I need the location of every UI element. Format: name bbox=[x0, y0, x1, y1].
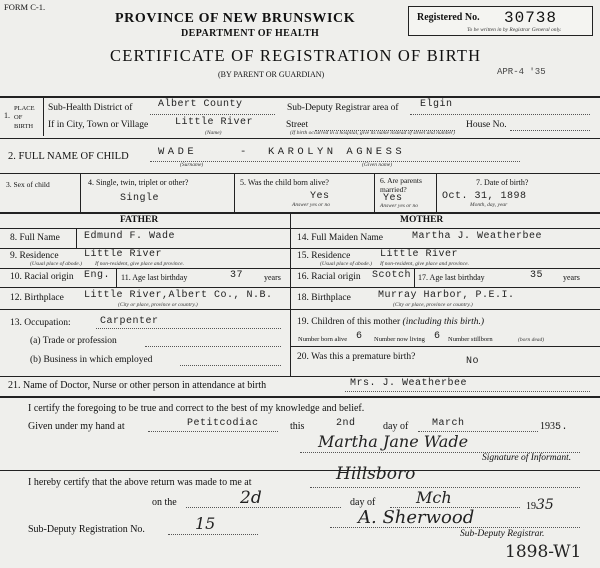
father-occupation-value: Carpenter bbox=[100, 316, 159, 327]
given-under-label: Given under my hand at bbox=[28, 421, 125, 432]
frame-top-rule bbox=[0, 96, 600, 98]
father-age-label: 11. Age last birthday bbox=[121, 273, 188, 282]
given-month-value: March bbox=[432, 418, 465, 429]
father-trade-label: (a) Trade or profession bbox=[30, 336, 117, 346]
informant-signature-label: Signature of Informant. bbox=[482, 453, 572, 463]
subdeputy-area-value: Elgin bbox=[420, 99, 453, 110]
on-the-label: on the bbox=[152, 497, 177, 508]
sex-label: 3. Sex of child bbox=[6, 180, 50, 189]
given-name-note: (Given name) bbox=[362, 162, 393, 168]
registrar-place-value: Hillsboro bbox=[336, 464, 416, 484]
father-racial-value: Eng. bbox=[84, 270, 111, 281]
stillborn-note: (born dead) bbox=[518, 337, 545, 343]
hospital-note: (If birth occurred in a hospital, give its name instead of street and number) bbox=[290, 130, 455, 136]
reg-no-value: 15 bbox=[195, 514, 216, 533]
father-birthplace-value: Little River,Albert Co., N.B. bbox=[84, 290, 273, 301]
mother-birthplace-label: 18. Birthplace bbox=[297, 293, 351, 303]
father-residence-note2: If non-resident, give place and province. bbox=[95, 261, 184, 267]
registered-label: Registered No. bbox=[417, 12, 480, 23]
single-label: 4. Single, twin, triplet or other? bbox=[88, 178, 189, 187]
certify-text: I certify the foregoing to be true and correct to the best of my knowledge and belief. bbox=[28, 403, 365, 414]
mother-residence-note: (Usual place of abode.) bbox=[320, 261, 372, 267]
born-alive-label: Number born alive bbox=[298, 336, 348, 343]
reg-no-label: Sub-Deputy Registration No. bbox=[28, 524, 145, 535]
registrar-day-value: 2d bbox=[240, 488, 262, 508]
this-label: this bbox=[290, 421, 305, 432]
street-label: Street bbox=[286, 120, 309, 130]
registrar-signature: A. Sherwood bbox=[358, 507, 475, 528]
informant-signature: Martha Jane Wade bbox=[318, 432, 469, 451]
child-surname: WADE bbox=[158, 146, 198, 158]
living-label: Number now living bbox=[374, 336, 425, 343]
registrar-month-value: Mch bbox=[416, 488, 452, 507]
father-heading: FATHER bbox=[120, 215, 159, 225]
premature-value: No bbox=[466, 356, 480, 367]
father-age-value: 37 bbox=[230, 270, 244, 281]
alive-note: Answer yes or no bbox=[292, 202, 331, 208]
premature-label: 20. Was this a premature birth? bbox=[297, 352, 416, 362]
registrar-day-of-label: day of bbox=[350, 497, 376, 508]
subdeputy-area-label: Sub-Deputy Registrar area of bbox=[287, 103, 399, 113]
filing-code: 1898-W1 bbox=[505, 542, 582, 562]
subhealth-label: Sub-Health District of bbox=[48, 103, 133, 113]
alive-value: Yes bbox=[310, 191, 330, 202]
mother-maiden-value: Martha J. Weatherbee bbox=[412, 231, 543, 242]
place-divider bbox=[43, 97, 44, 136]
registrar-certify-text: I hereby certify that the above return was made to me at bbox=[28, 477, 252, 488]
father-residence-label: 9. Residence bbox=[10, 251, 59, 261]
parents-divider bbox=[290, 213, 291, 376]
mother-residence-note2: If non-resident, give place and province. bbox=[380, 261, 469, 267]
dob-label: 7. Date of birth? bbox=[476, 178, 529, 187]
father-residence-value: Little River bbox=[84, 249, 163, 260]
dob-note: Month, day, year bbox=[470, 202, 508, 208]
subhealth-value: Albert County bbox=[158, 99, 243, 110]
father-racial-label: 10. Racial origin bbox=[10, 272, 74, 282]
stillborn-label: Number stillborn bbox=[448, 336, 493, 343]
section1-number: 1. bbox=[4, 111, 10, 120]
page-subtitle: (BY PARENT OR GUARDIAN) bbox=[218, 70, 325, 79]
father-business-label: (b) Business in which employed bbox=[30, 355, 153, 365]
city-value: Little River bbox=[175, 117, 254, 128]
father-residence-note: (Usual place of abode.) bbox=[30, 261, 82, 267]
mother-racial-label: 16. Racial origin bbox=[297, 272, 361, 282]
attendant-value: Mrs. J. Weatherbee bbox=[350, 378, 468, 389]
registrar-signature-label: Sub-Deputy Registrar. bbox=[460, 529, 545, 539]
father-birthplace-label: 12. Birthplace bbox=[10, 293, 64, 303]
given-place-value: Petitcodiac bbox=[187, 418, 259, 429]
born-alive-value: 6 bbox=[356, 331, 363, 342]
mother-age-label: 17. Age last birthday bbox=[418, 273, 485, 282]
given-day-value: 2nd bbox=[336, 418, 356, 429]
living-value: 6 bbox=[434, 331, 441, 342]
registered-number-box bbox=[408, 6, 593, 36]
child-given-name: KAROLYN AGNESS bbox=[268, 146, 406, 158]
dob-value: Oct. 31, 1898 bbox=[442, 191, 527, 202]
given-year: 1935. bbox=[540, 421, 569, 433]
given-day-of-label: day of bbox=[383, 421, 409, 432]
married-value: Yes bbox=[383, 193, 403, 204]
department-heading: DEPARTMENT OF HEALTH bbox=[181, 28, 320, 39]
mother-birthplace-note: (City or place, province or country.) bbox=[393, 302, 473, 308]
registered-number: 30738 bbox=[504, 9, 558, 27]
mother-birthplace-value: Murray Harbor, P.E.I. bbox=[378, 290, 515, 301]
mother-racial-value: Scotch bbox=[372, 270, 412, 281]
mother-maiden-label: 14. Full Maiden Name bbox=[297, 233, 384, 243]
mother-heading: MOTHER bbox=[400, 215, 444, 225]
mother-age-value: 35 bbox=[530, 270, 544, 281]
province-heading: PROVINCE OF NEW BRUNSWICK bbox=[115, 11, 356, 26]
married-label: 6. Are parents married? bbox=[380, 176, 422, 194]
father-name-label: 8. Full Name bbox=[10, 233, 60, 243]
father-occupation-label: 13. Occupation: bbox=[10, 318, 71, 328]
child-name-label: 2. FULL NAME OF CHILD bbox=[8, 151, 129, 162]
father-name-value: Edmund F. Wade bbox=[84, 231, 176, 242]
father-years: years bbox=[264, 273, 281, 282]
married-note: Answer yes or no bbox=[380, 203, 419, 209]
mother-children-label: 19. Children of this mother (including this birth.) bbox=[297, 317, 485, 327]
form-number: FORM C-1. bbox=[4, 2, 46, 12]
mother-years: years bbox=[563, 273, 580, 282]
alive-label: 5. Was the child born alive? bbox=[240, 178, 329, 187]
mother-residence-label: 15. Residence bbox=[297, 251, 351, 261]
registered-note: To be written in by Registrar General only. bbox=[467, 27, 562, 33]
father-birthplace-note: (City or place, province or country.) bbox=[118, 302, 198, 308]
date-stamp: APR-4 '35 bbox=[497, 67, 546, 77]
page-title: CERTIFICATE OF REGISTRATION OF BIRTH bbox=[110, 46, 482, 65]
house-number-label: House No. bbox=[466, 120, 507, 130]
name-note: (Name) bbox=[205, 130, 222, 136]
place-of-birth-label: PLACE OF BIRTH bbox=[14, 105, 35, 130]
name-dash: - bbox=[240, 146, 247, 158]
attendant-label: 21. Name of Doctor, Nurse or other person in attendance at birth bbox=[8, 380, 267, 391]
city-label: If in City, Town or Village bbox=[48, 120, 149, 130]
single-value: Single bbox=[120, 193, 160, 204]
mother-residence-value: Little River bbox=[380, 249, 459, 260]
surname-note: (Surname) bbox=[180, 162, 204, 168]
registrar-year: 1935 bbox=[526, 497, 554, 513]
